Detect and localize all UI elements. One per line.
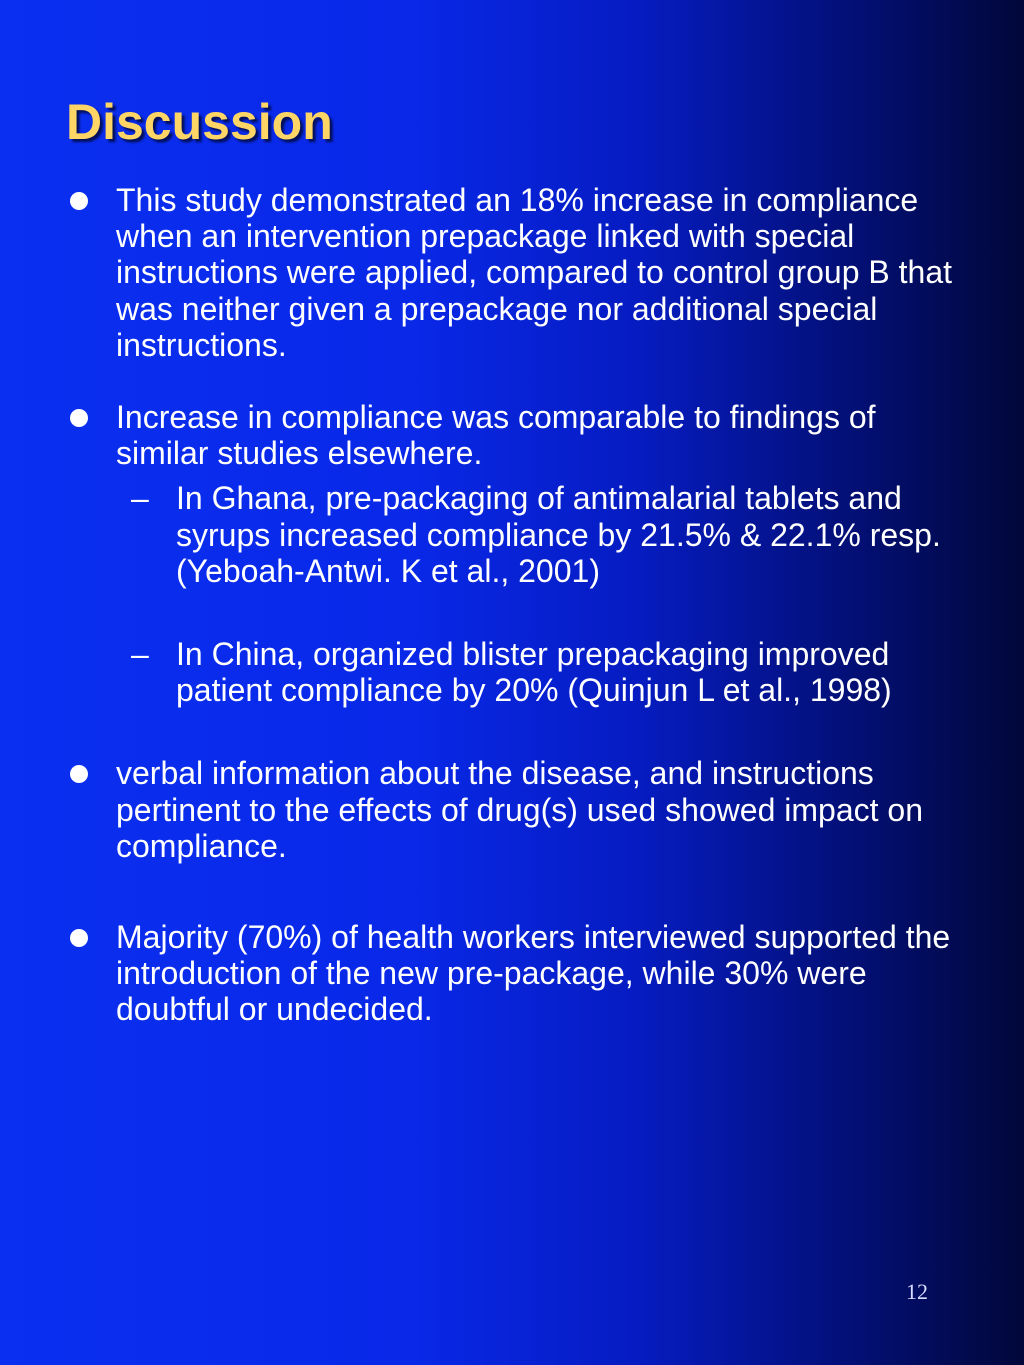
bullet-text: Increase in compliance was comparable to findings of similar studies elsewhere. xyxy=(116,399,876,472)
bullet-dot-icon xyxy=(70,765,88,783)
slide-title: Discussion xyxy=(66,93,333,150)
sub-bullet-item xyxy=(0,480,976,589)
dash-icon: – xyxy=(131,480,149,517)
bullet-item xyxy=(0,399,966,471)
slide-content xyxy=(0,182,1024,1028)
dash-icon: – xyxy=(131,636,149,673)
bullet-item xyxy=(0,182,966,363)
bullet-item xyxy=(0,755,966,864)
bullet-dot-icon xyxy=(70,929,88,947)
page-number: 12 xyxy=(906,1279,928,1304)
sub-bullet-text: In Ghana, pre-packaging of antimalarial tablets and syrups increased compliance by 21.5% & 22.1% resp. (Yeboah-Antwi. K et al., 2001) xyxy=(176,480,941,589)
bullet-text: Majority (70%) of health workers interviewed supported the introduction of the new pre-package, while 30% were doubtful or undecided. xyxy=(116,919,951,1028)
bullet-text: This study demonstrated an 18% increase in compliance when an intervention prepackage linked with special instructions were applied, compared to control group B that was neither given a prepackage nor additional special instructions. xyxy=(116,182,953,363)
sub-bullet-text: In China, organized blister prepackaging improved patient compliance by 20% (Quinjun L et al., 1998) xyxy=(176,636,892,709)
sub-bullet-item xyxy=(0,636,976,708)
bullet-dot-icon xyxy=(70,409,88,427)
bullet-text: verbal information about the disease, and instructions pertinent to the effects of drug(s) used showed impact on compliance. xyxy=(116,755,923,864)
bullet-dot-icon xyxy=(70,192,88,210)
bullet-item xyxy=(0,919,966,1028)
